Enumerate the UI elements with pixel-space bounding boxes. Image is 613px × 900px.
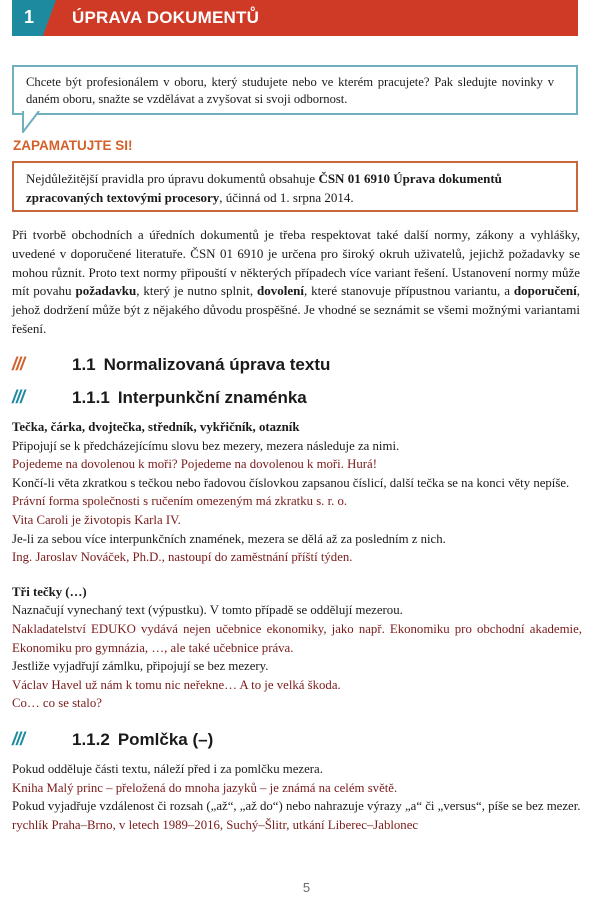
speech-bubble-tail-icon <box>22 111 42 133</box>
remember-text-plain: Nejdůležitější pravidla pro úpravu dokumentů obsahuje <box>26 171 319 186</box>
rule-text: Pokud odděluje části textu, náleží před i za pomlčku mezera. <box>12 762 323 776</box>
example-text: Právní forma společnosti s ručením omezeným má zkratku s. r. o. <box>12 494 348 509</box>
remember-box <box>12 161 578 212</box>
section-number: 1.1.2 <box>72 729 110 749</box>
subheading-ellipsis: Tři tečky (…) <box>12 584 87 599</box>
triple-slash-icon: /// <box>12 729 25 749</box>
rule-text: Jestliže vyjadřují zámlku, připojují se bez mezery. <box>12 659 269 674</box>
example-text: Nakladatelství EDUKO vydává nejen učebnice ekonomiky, jako např. Ekonomiku pro obchodní akademie, Ekonomiku pro gymnázia, …, ale také učebnice práva. <box>12 621 582 655</box>
rule-text: Končí-li věta zkratkou s tečkou nebo řadovou číslovkou zapsanou číslicí, další tečka se na konci věty nepíše. <box>12 475 570 490</box>
rule-text: Naznačují vynechaný text (výpustku). V tomto případě se oddělují mezerou. <box>12 603 403 618</box>
para-text: , jehož dodržení může být z nějakého důvodu prospěšné. Je vhodné se seznámit se všemi možnými variantami řešení. <box>12 283 581 336</box>
chapter-header <box>12 0 578 36</box>
para-term-recommendation: doporučení <box>513 283 577 299</box>
para-term-requirement: požadavku <box>75 283 137 299</box>
rule-text: Je-li za sebou více interpunkčních znamének, mezera se dělá až za posledním z nich. <box>12 531 446 546</box>
rule-text: Připojují se k předcházejícímu slovu bez mezery, mezera následuje za nimi. <box>12 438 400 453</box>
example-text: rychlík Praha–Brno, v letech 1989–2016, Suchý–Šlitr, utkání Liberec–Jablonec <box>12 817 419 832</box>
punctuation-content <box>12 418 582 713</box>
section-number: 1.1.1 <box>72 387 110 407</box>
remember-label: ZAPAMATUJTE SI! <box>13 138 133 153</box>
example-text: Kniha Malý princ – přeložená do mnoha jazyků – je známá na celém světě. <box>12 780 398 795</box>
example-text: Pojedeme na dovolenou k moři? Pojedeme na dovolenou k moři. Hurá! <box>12 457 377 472</box>
chapter-title: ÚPRAVA DOKUMENTŮ <box>72 8 260 27</box>
triple-slash-icon: /// <box>12 354 25 374</box>
page-number: 5 <box>302 880 311 895</box>
example-text: Ing. Jaroslav Nováček, Ph.D., nastoupí do zaměstnání příští týden. <box>12 550 353 565</box>
example-text: Václav Havel už nám k tomu nic neřekne… A to je velká škoda. <box>12 677 341 692</box>
example-text: Vita Caroli je životopis Karla IV. <box>12 512 181 527</box>
intro-bubble-text: Chcete být profesionálem v oboru, který studujete nebo ve kterém pracujete? Pak sledujte novinky v daném oboru, snažte se vzdělávat a zvyšovat si svoji odbornost. <box>26 75 554 106</box>
intro-paragraph <box>12 226 580 339</box>
rule-text: Pokud vyjadřuje vzdálenost či rozsah („až“, „až do“) nebo nahrazuje výrazy „a“ či „versus“, píše se bez mezer. <box>12 799 581 814</box>
section-title: Pomlčka (–) <box>117 729 214 749</box>
section-heading-1-1-2 <box>12 729 213 750</box>
remember-text <box>26 163 564 207</box>
section-heading-1-1-1 <box>12 387 307 408</box>
section-title: Normalizovaná úprava textu <box>103 354 331 374</box>
remember-standard-name: ČSN 01 6910 Úprava dokumentů zpracovaných textovými procesory <box>26 171 502 205</box>
intro-speech-bubble <box>12 65 578 115</box>
section-number: 1.1 <box>72 354 96 374</box>
subheading-punctuation: Tečka, čárka, dvojtečka, středník, vykřičník, otazník <box>12 420 300 434</box>
para-text: , které stanovuje přípustnou variantu, a <box>303 283 514 299</box>
para-text: Při tvorbě obchodních a úředních dokumentů je třeba respektovat také další normy, zákony a vyhlášky, uvedené v doporučené literatuře. ČSN 01 6910 je určena pro široký okruh uživatelů, jejichž požadavky se mohou různit. Proto text normy připouští v některých případech více variant řešení. Ustanovení normy může mít povahu <box>12 227 580 299</box>
para-text: , který je nutno splnit, <box>136 283 258 299</box>
section-title: Interpunkční znaménka <box>117 387 307 407</box>
dash-content <box>12 760 582 834</box>
para-term-permission: dovolení <box>257 283 304 299</box>
triple-slash-icon: /// <box>12 387 25 407</box>
example-text: Co… co se stalo? <box>12 696 102 711</box>
section-heading-1-1 <box>12 354 330 375</box>
chapter-number: 1 <box>24 7 35 27</box>
remember-text-tail: , účinná od 1. srpna 2014. <box>219 190 354 205</box>
